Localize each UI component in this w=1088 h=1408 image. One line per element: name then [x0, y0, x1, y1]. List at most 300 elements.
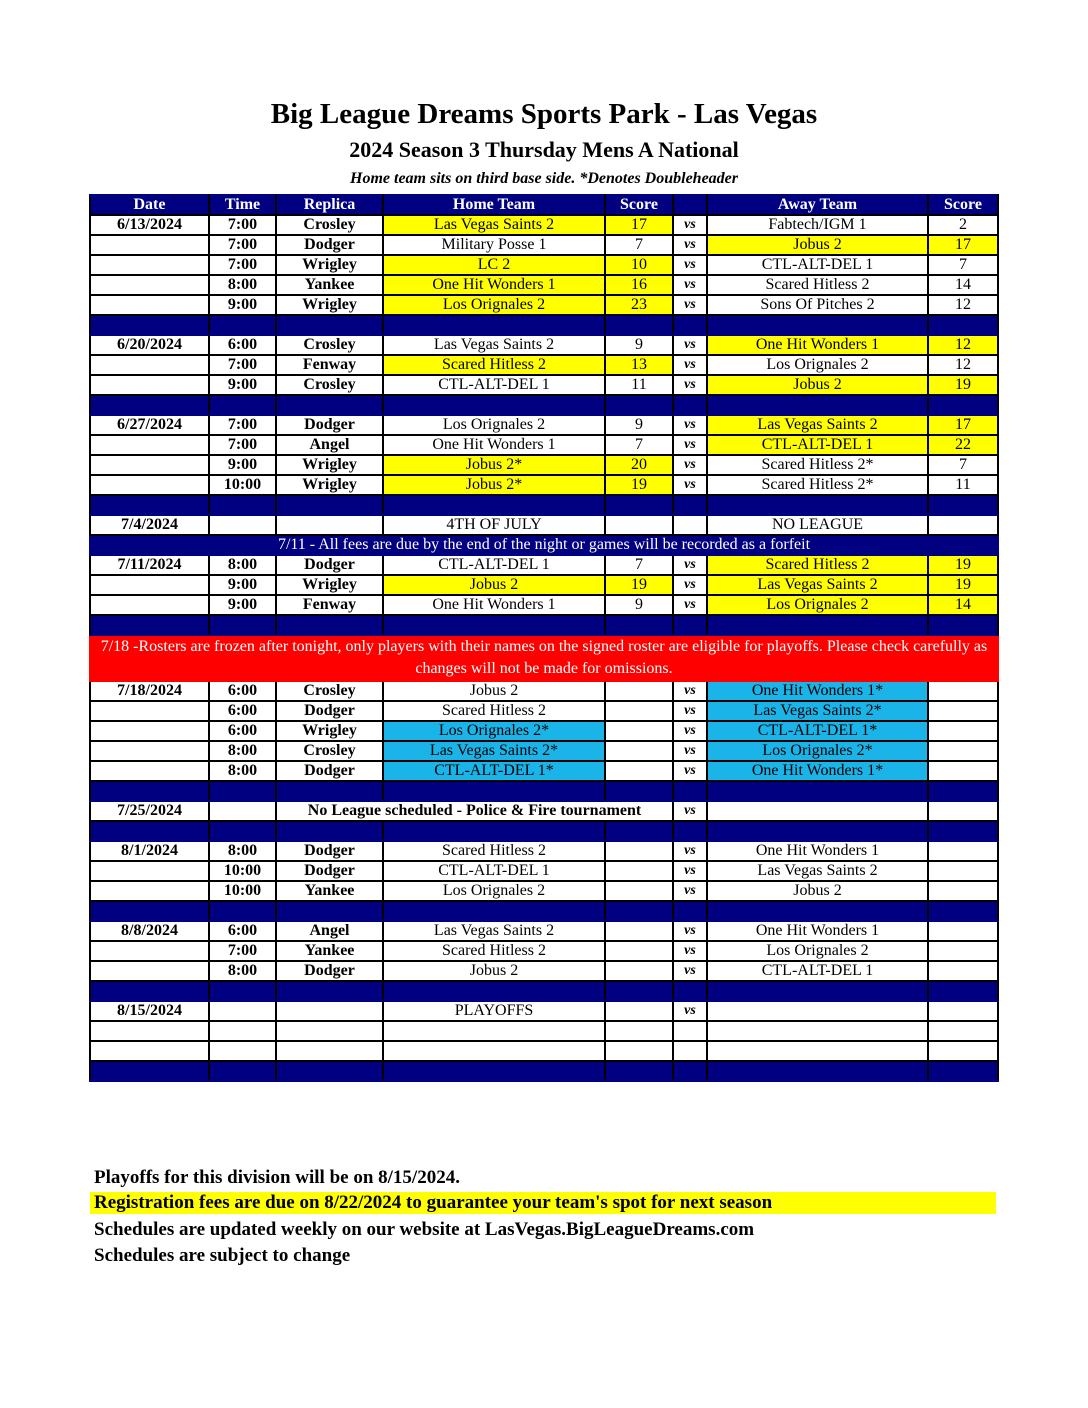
home-score-cell: 16 — [605, 275, 673, 295]
separator-cell — [605, 395, 673, 415]
separator-cell — [209, 395, 276, 415]
away-score-cell: 19 — [928, 555, 998, 575]
separator-cell — [209, 315, 276, 335]
separator-cell — [276, 821, 383, 841]
banner-text: 7/11 - All fees are due by the end of the night or games will be recorded as a forfeit — [90, 535, 998, 555]
away-score-cell: 14 — [928, 595, 998, 615]
separator-cell — [276, 395, 383, 415]
home-team-cell: Los Orignales 2 — [383, 881, 605, 901]
separator-cell — [276, 315, 383, 335]
separator-cell — [383, 315, 605, 335]
away-team-cell: CTL-ALT-DEL 1 — [707, 255, 928, 275]
date-cell — [90, 295, 209, 315]
separator-cell — [605, 901, 673, 921]
away-score-cell: 22 — [928, 435, 998, 455]
away-team-cell: Las Vegas Saints 2 — [707, 575, 928, 595]
banner-text: 7/18 -Rosters are frozen after tonight, only players with their names on the signed roster are eligible for playoffs. Please check carefully as changes will not be made for omissions. — [90, 635, 998, 681]
away-score-cell: 2 — [928, 215, 998, 235]
game-row — [90, 275, 998, 295]
home-team-cell: One Hit Wonders 1 — [383, 435, 605, 455]
separator-cell — [928, 495, 998, 515]
away-team-cell — [707, 1021, 928, 1041]
week-separator — [90, 901, 998, 921]
away-score-cell: 11 — [928, 475, 998, 495]
page-subtitle: 2024 Season 3 Thursday Mens A National — [349, 137, 739, 162]
replica-field-cell — [276, 515, 383, 535]
home-team-cell: Los Orignales 2 — [383, 295, 605, 315]
away-score-cell: 14 — [928, 275, 998, 295]
separator-cell — [673, 1061, 707, 1081]
time-cell: 8:00 — [209, 841, 276, 861]
replica-field-cell: Yankee — [276, 275, 383, 295]
home-team-cell: Jobus 2 — [383, 575, 605, 595]
separator-cell — [276, 981, 383, 1001]
game-row — [90, 861, 998, 881]
notice-row — [90, 801, 998, 821]
time-cell: 9:00 — [209, 575, 276, 595]
col-time-header: Time — [209, 195, 276, 215]
vs-cell — [673, 1021, 707, 1041]
time-cell: 10:00 — [209, 475, 276, 495]
time-cell — [209, 515, 276, 535]
home-score-cell — [605, 761, 673, 781]
separator-cell — [673, 781, 707, 801]
separator-cell — [928, 781, 998, 801]
away-score-cell — [928, 721, 998, 741]
separator-cell — [90, 615, 209, 635]
date-cell — [90, 235, 209, 255]
date-cell — [90, 741, 209, 761]
date-cell — [90, 1021, 209, 1041]
separator-cell — [928, 315, 998, 335]
time-cell: 6:00 — [209, 335, 276, 355]
vs-cell: vs — [673, 595, 707, 615]
vs-cell: vs — [673, 701, 707, 721]
separator-cell — [209, 981, 276, 1001]
away-score-cell: 12 — [928, 355, 998, 375]
game-row — [90, 455, 998, 475]
time-cell: 7:00 — [209, 355, 276, 375]
time-cell: 7:00 — [209, 435, 276, 455]
replica-field-cell — [276, 1021, 383, 1041]
home-team-cell: Las Vegas Saints 2 — [383, 335, 605, 355]
home-team-cell: CTL-ALT-DEL 1* — [383, 761, 605, 781]
separator-cell — [276, 901, 383, 921]
separator-cell — [707, 315, 928, 335]
date-cell — [90, 575, 209, 595]
vs-cell: vs — [673, 941, 707, 961]
game-row — [90, 761, 998, 781]
home-score-cell: 9 — [605, 415, 673, 435]
home-score-cell: 19 — [605, 475, 673, 495]
away-score-cell — [928, 701, 998, 721]
replica-field-cell: Wrigley — [276, 295, 383, 315]
separator-cell — [209, 1061, 276, 1081]
home-team-cell: 4TH OF JULY — [383, 515, 605, 535]
vs-cell: vs — [673, 235, 707, 255]
replica-field-cell: Wrigley — [276, 721, 383, 741]
date-cell — [90, 961, 209, 981]
away-score-cell — [928, 841, 998, 861]
home-team-cell: Scared Hitless 2 — [383, 701, 605, 721]
home-score-cell — [605, 515, 673, 535]
separator-cell — [90, 495, 209, 515]
separator-cell — [928, 615, 998, 635]
home-score-cell — [605, 921, 673, 941]
replica-field-cell: Dodger — [276, 235, 383, 255]
separator-cell — [209, 901, 276, 921]
game-row — [90, 215, 998, 235]
separator-cell — [673, 495, 707, 515]
home-team-cell: Scared Hitless 2 — [383, 355, 605, 375]
date-cell: 7/11/2024 — [90, 555, 209, 575]
vs-cell: vs — [673, 881, 707, 901]
time-cell: 6:00 — [209, 721, 276, 741]
time-cell: 10:00 — [209, 881, 276, 901]
home-team-cell: Jobus 2 — [383, 681, 605, 701]
home-score-cell: 7 — [605, 435, 673, 455]
home-team-cell: CTL-ALT-DEL 1 — [383, 375, 605, 395]
vs-cell: vs — [673, 681, 707, 701]
away-team-cell — [707, 1001, 928, 1021]
away-team-cell: One Hit Wonders 1* — [707, 761, 928, 781]
vs-cell: vs — [673, 555, 707, 575]
replica-field-cell: Dodger — [276, 841, 383, 861]
away-score-cell: 17 — [928, 235, 998, 255]
date-cell — [90, 941, 209, 961]
away-team-cell: Scared Hitless 2* — [707, 455, 928, 475]
away-team-cell: Scared Hitless 2* — [707, 475, 928, 495]
away-team-cell: CTL-ALT-DEL 1 — [707, 435, 928, 455]
date-cell: 6/27/2024 — [90, 415, 209, 435]
time-cell: 6:00 — [209, 701, 276, 721]
separator-cell — [383, 781, 605, 801]
vs-cell: vs — [673, 921, 707, 941]
replica-field-cell: Wrigley — [276, 575, 383, 595]
home-score-cell: 9 — [605, 335, 673, 355]
away-score-cell — [928, 1041, 998, 1061]
separator-cell — [209, 821, 276, 841]
replica-field-cell: Crosley — [276, 215, 383, 235]
separator-cell — [673, 981, 707, 1001]
time-cell: 9:00 — [209, 375, 276, 395]
home-team-cell: LC 2 — [383, 255, 605, 275]
separator-cell — [605, 315, 673, 335]
replica-field-cell: Crosley — [276, 375, 383, 395]
game-row — [90, 921, 998, 941]
game-row — [90, 741, 998, 761]
time-cell — [209, 1021, 276, 1041]
time-cell: 7:00 — [209, 235, 276, 255]
away-score-cell — [928, 1001, 998, 1021]
vs-cell: vs — [673, 841, 707, 861]
time-cell — [209, 1041, 276, 1061]
col-away-score-header: Score — [928, 195, 998, 215]
vs-cell — [673, 1041, 707, 1061]
date-cell: 6/20/2024 — [90, 335, 209, 355]
replica-field-cell: Crosley — [276, 741, 383, 761]
separator-cell — [209, 615, 276, 635]
vs-cell: vs — [673, 761, 707, 781]
vs-cell: vs — [673, 455, 707, 475]
replica-field-cell: Yankee — [276, 881, 383, 901]
time-cell — [209, 1001, 276, 1021]
date-cell — [90, 255, 209, 275]
replica-field-cell: Dodger — [276, 555, 383, 575]
game-row — [90, 595, 998, 615]
game-row — [90, 941, 998, 961]
game-row — [90, 475, 998, 495]
separator-cell — [707, 821, 928, 841]
week-separator — [90, 315, 998, 335]
home-score-cell — [605, 961, 673, 981]
vs-cell: vs — [673, 721, 707, 741]
game-row — [90, 235, 998, 255]
home-team-cell: One Hit Wonders 1 — [383, 275, 605, 295]
separator-cell — [673, 901, 707, 921]
fees-banner — [90, 535, 998, 555]
time-cell: 7:00 — [209, 415, 276, 435]
away-team-cell: One Hit Wonders 1 — [707, 335, 928, 355]
home-team-cell: Las Vegas Saints 2 — [383, 921, 605, 941]
away-score-cell: 7 — [928, 255, 998, 275]
game-row — [90, 881, 998, 901]
separator-cell — [605, 781, 673, 801]
separator-cell — [605, 981, 673, 1001]
separator-cell — [605, 615, 673, 635]
date-cell — [90, 761, 209, 781]
date-cell — [90, 355, 209, 375]
time-cell: 9:00 — [209, 295, 276, 315]
date-cell — [90, 475, 209, 495]
home-score-cell: 19 — [605, 575, 673, 595]
replica-field-cell: Wrigley — [276, 455, 383, 475]
game-row — [90, 961, 998, 981]
separator-cell — [928, 395, 998, 415]
away-team-cell: Scared Hitless 2 — [707, 555, 928, 575]
home-score-cell: 7 — [605, 555, 673, 575]
separator-cell — [209, 495, 276, 515]
home-score-cell — [605, 721, 673, 741]
home-score-cell: 11 — [605, 375, 673, 395]
away-score-cell — [928, 861, 998, 881]
separator-cell — [707, 395, 928, 415]
home-team-cell: PLAYOFFS — [383, 1001, 605, 1021]
replica-field-cell: Dodger — [276, 761, 383, 781]
replica-field-cell: Fenway — [276, 355, 383, 375]
separator-cell — [383, 981, 605, 1001]
page-title: Big League Dreams Sports Park - Las Vegas — [270, 98, 818, 130]
away-team-cell: Los Orignales 2 — [707, 355, 928, 375]
vs-cell: vs — [673, 335, 707, 355]
footer-disclaimer: Schedules are subject to change — [94, 1245, 351, 1266]
away-score-cell — [928, 515, 998, 535]
game-row — [90, 515, 998, 535]
game-row — [90, 841, 998, 861]
separator-cell — [605, 821, 673, 841]
away-score-cell — [928, 741, 998, 761]
away-team-cell: Scared Hitless 2 — [707, 275, 928, 295]
game-row — [90, 295, 998, 315]
footer-registration: Registration fees are due on 8/22/2024 to guarantee your team's spot for next season — [90, 1192, 996, 1214]
vs-cell: vs — [673, 255, 707, 275]
time-cell: 9:00 — [209, 455, 276, 475]
away-team-cell: CTL-ALT-DEL 1 — [707, 961, 928, 981]
home-team-cell: Scared Hitless 2 — [383, 941, 605, 961]
separator-cell — [707, 901, 928, 921]
vs-cell: vs — [673, 215, 707, 235]
time-cell: 6:00 — [209, 921, 276, 941]
home-team-cell: Las Vegas Saints 2* — [383, 741, 605, 761]
date-cell — [90, 701, 209, 721]
week-separator — [90, 495, 998, 515]
away-score-cell: 7 — [928, 455, 998, 475]
separator-cell — [383, 615, 605, 635]
date-cell — [90, 721, 209, 741]
separator-cell — [673, 615, 707, 635]
vs-cell: vs — [673, 1001, 707, 1021]
game-row — [90, 415, 998, 435]
away-team-cell: Los Orignales 2* — [707, 741, 928, 761]
vs-cell: vs — [673, 741, 707, 761]
separator-cell — [90, 1061, 209, 1081]
away-team-cell — [707, 801, 928, 821]
home-score-cell: 20 — [605, 455, 673, 475]
away-score-cell — [928, 941, 998, 961]
date-cell: 6/13/2024 — [90, 215, 209, 235]
doubleheader-note: Home team sits on third base side. *Denotes Doubleheader — [350, 170, 738, 187]
replica-field-cell: Angel — [276, 435, 383, 455]
away-score-cell — [928, 1021, 998, 1041]
date-cell — [90, 1041, 209, 1061]
separator-cell — [673, 821, 707, 841]
game-row — [90, 255, 998, 275]
away-team-cell: NO LEAGUE — [707, 515, 928, 535]
home-team-cell: Jobus 2* — [383, 475, 605, 495]
home-score-cell: 10 — [605, 255, 673, 275]
replica-field-cell: Crosley — [276, 335, 383, 355]
time-cell: 8:00 — [209, 961, 276, 981]
home-score-cell — [605, 701, 673, 721]
replica-field-cell: Wrigley — [276, 255, 383, 275]
table-header — [90, 195, 998, 215]
replica-field-cell: Fenway — [276, 595, 383, 615]
replica-field-cell: Crosley — [276, 681, 383, 701]
date-cell — [90, 455, 209, 475]
game-row — [90, 575, 998, 595]
vs-cell: vs — [673, 961, 707, 981]
game-row — [90, 1041, 998, 1061]
separator-cell — [707, 495, 928, 515]
time-cell: 7:00 — [209, 215, 276, 235]
home-team-cell: Jobus 2 — [383, 961, 605, 981]
separator-cell — [605, 495, 673, 515]
time-cell: 8:00 — [209, 555, 276, 575]
vs-cell: vs — [673, 355, 707, 375]
away-team-cell: One Hit Wonders 1* — [707, 681, 928, 701]
week-separator — [90, 781, 998, 801]
separator-cell — [383, 901, 605, 921]
away-score-cell — [928, 921, 998, 941]
vs-cell: vs — [673, 801, 707, 821]
separator-cell — [276, 495, 383, 515]
home-score-cell — [605, 1021, 673, 1041]
replica-field-cell: Yankee — [276, 941, 383, 961]
week-separator — [90, 395, 998, 415]
time-cell: 6:00 — [209, 681, 276, 701]
vs-cell: vs — [673, 575, 707, 595]
footer-website: Schedules are updated weekly on our website at LasVegas.BigLeagueDreams.com — [94, 1219, 755, 1240]
replica-field-cell: Angel — [276, 921, 383, 941]
away-team-cell: Las Vegas Saints 2 — [707, 415, 928, 435]
game-row — [90, 1021, 998, 1041]
vs-cell: vs — [673, 435, 707, 455]
away-score-cell: 19 — [928, 575, 998, 595]
home-score-cell — [605, 841, 673, 861]
away-score-cell — [928, 801, 998, 821]
away-team-cell: CTL-ALT-DEL 1* — [707, 721, 928, 741]
separator-cell — [383, 1061, 605, 1081]
date-cell — [90, 375, 209, 395]
game-row — [90, 335, 998, 355]
replica-field-cell: Dodger — [276, 415, 383, 435]
away-score-cell: 19 — [928, 375, 998, 395]
separator-cell — [707, 615, 928, 635]
date-cell: 7/4/2024 — [90, 515, 209, 535]
game-row — [90, 435, 998, 455]
separator-cell — [605, 1061, 673, 1081]
col-away-team-header: Away Team — [707, 195, 928, 215]
separator-cell — [90, 981, 209, 1001]
week-separator — [90, 981, 998, 1001]
replica-field-cell: Wrigley — [276, 475, 383, 495]
home-team-cell: Jobus 2* — [383, 455, 605, 475]
replica-field-cell — [276, 1001, 383, 1021]
home-team-cell — [383, 1041, 605, 1061]
date-cell — [90, 435, 209, 455]
home-team-cell: Los Orignales 2 — [383, 415, 605, 435]
away-team-cell — [707, 1041, 928, 1061]
separator-cell — [928, 901, 998, 921]
away-score-cell — [928, 681, 998, 701]
vs-cell: vs — [673, 475, 707, 495]
home-team-cell: One Hit Wonders 1 — [383, 595, 605, 615]
separator-cell — [673, 315, 707, 335]
separator-cell — [209, 781, 276, 801]
home-score-cell — [605, 681, 673, 701]
away-score-cell — [928, 761, 998, 781]
away-score-cell: 12 — [928, 295, 998, 315]
away-score-cell: 17 — [928, 415, 998, 435]
separator-cell — [383, 495, 605, 515]
replica-field-cell: Dodger — [276, 961, 383, 981]
date-cell — [90, 881, 209, 901]
away-score-cell: 12 — [928, 335, 998, 355]
game-row — [90, 555, 998, 575]
separator-cell — [928, 821, 998, 841]
col-replica-header: Replica — [276, 195, 383, 215]
schedule-table — [89, 194, 999, 1082]
col-vs-header — [673, 195, 707, 215]
home-score-cell — [605, 881, 673, 901]
date-cell — [90, 861, 209, 881]
time-cell: 7:00 — [209, 255, 276, 275]
replica-field-cell: Dodger — [276, 701, 383, 721]
separator-cell — [90, 901, 209, 921]
home-score-cell — [605, 861, 673, 881]
col-date-header: Date — [90, 195, 209, 215]
vs-cell — [673, 515, 707, 535]
